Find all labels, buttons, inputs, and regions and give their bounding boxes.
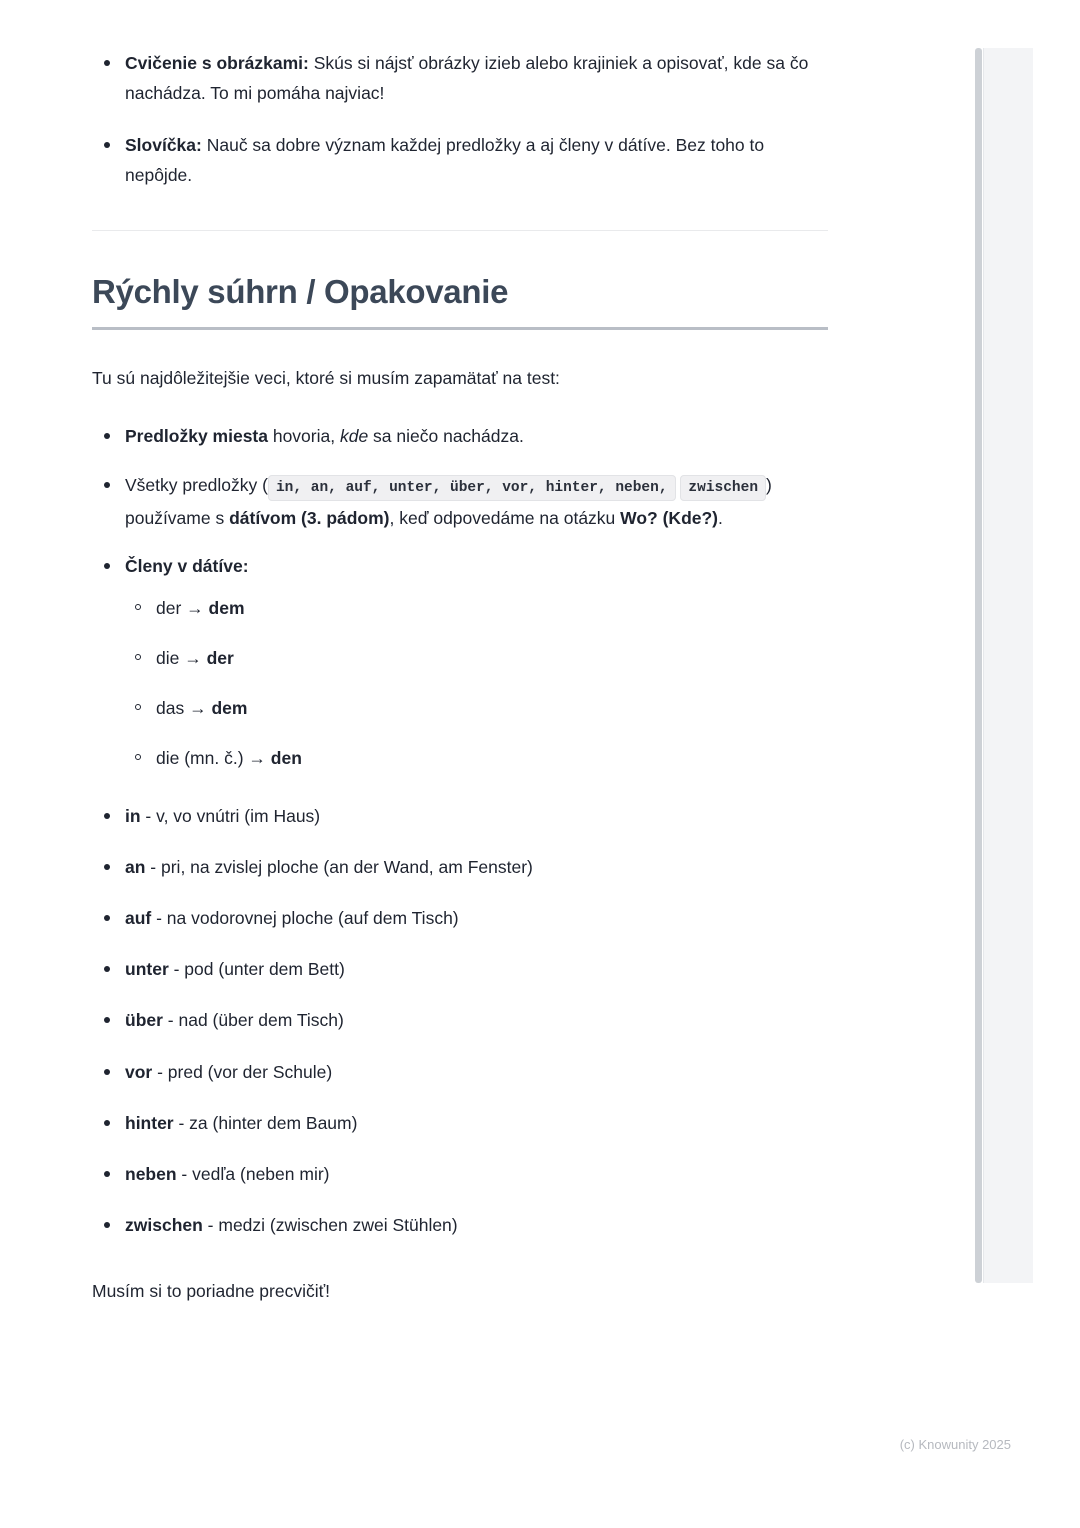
list-item: [92, 1005, 828, 1035]
list-item: [125, 593, 828, 623]
summary-text-tail: .: [718, 507, 723, 528]
summary-text: ) používame s: [125, 474, 772, 528]
preposition-gloss: - na vodorovnej ploche (auf dem Tisch): [151, 908, 459, 929]
summary-list: [92, 421, 828, 773]
article-dative: der: [206, 647, 234, 668]
list-item: [92, 1210, 828, 1240]
page-title: Rýchly súhrn / Opakovanie: [92, 273, 828, 330]
list-item: [92, 801, 828, 831]
list-item: [92, 954, 828, 984]
summary-text: , keď odpovedáme na otázku: [389, 507, 621, 528]
study-tips-list: [92, 48, 828, 190]
list-item: [92, 48, 828, 108]
dative-articles-list: [125, 593, 828, 773]
tip-text: Nauč sa dobre význam každej predložky a aj členy v dátíve. Bez toho to nepôjde.: [125, 135, 765, 186]
article-dative: den: [270, 747, 302, 768]
list-item: [92, 1108, 828, 1138]
list-item: [125, 643, 828, 673]
list-item: [92, 421, 828, 451]
article-nominative: das: [156, 697, 190, 718]
list-item: [92, 903, 828, 933]
code-span-prepositions: in, an, auf, unter, über, vor, hinter, neben,: [268, 475, 676, 501]
article-nominative: die (mn. č.): [156, 747, 249, 768]
preposition-word: an: [125, 857, 146, 878]
section-intro: Tu sú najdôležitejšie veci, ktoré si musím zapamätať na test:: [92, 368, 560, 389]
list-item: [92, 470, 828, 533]
tip-label: Cvičenie s obrázkami:: [125, 53, 309, 73]
right-side-panel: [975, 48, 1033, 1283]
summary-text: Všetky predložky (: [125, 474, 268, 495]
preposition-gloss: - medzi (zwischen zwei Stühlen): [202, 1214, 458, 1235]
code-span-zwischen: zwischen: [680, 475, 766, 501]
list-item: [92, 1057, 828, 1087]
preposition-gloss: - pod (unter dem Bett): [168, 959, 345, 980]
tip-text: Skús si nájsť obrázky izieb alebo krajiniek a opisovať, kde sa čo nachádza. To mi pomáha najviac!: [125, 53, 809, 104]
arrow-icon: →: [184, 647, 207, 668]
arrow-icon: →: [248, 747, 271, 768]
list-item: [92, 1159, 828, 1189]
article-dative: dem: [208, 597, 245, 618]
summary-emphasis: kde: [339, 426, 369, 447]
preposition-gloss: - za (hinter dem Baum): [173, 1112, 358, 1133]
preposition-word: über: [125, 1010, 163, 1031]
section-divider: [92, 230, 828, 231]
list-item: [125, 693, 828, 723]
preposition-gloss: - vedľa (neben mir): [176, 1163, 330, 1184]
list-item: [92, 130, 828, 190]
side-panel-surface: [983, 48, 1033, 1283]
vertical-scrollbar[interactable]: [975, 48, 982, 1283]
preposition-gloss: - nad (über dem Tisch): [162, 1010, 344, 1031]
arrow-icon: →: [186, 597, 209, 618]
preposition-glossary-list: [92, 801, 828, 1240]
list-item: [92, 852, 828, 882]
footer-copyright: (c) Knowunity 2025: [899, 1437, 1011, 1452]
tip-label: Slovíčka:: [125, 135, 202, 156]
preposition-gloss: - pred (vor der Schule): [152, 1061, 333, 1082]
preposition-word: unter: [125, 959, 169, 980]
document-content: [92, 0, 828, 1306]
summary-bold-dativ: dátívom (3. pádom): [229, 507, 390, 528]
summary-text-tail: sa niečo nachádza.: [368, 426, 524, 447]
summary-text: hovoria,: [267, 426, 340, 447]
preposition-gloss: - v, vo vnútri (im Haus): [140, 806, 321, 827]
preposition-gloss: - pri, na zvislej ploche (an der Wand, am Fenster): [145, 857, 533, 878]
list-item: [92, 551, 828, 773]
preposition-word: zwischen: [125, 1214, 203, 1235]
preposition-word: vor: [125, 1061, 153, 1082]
article-nominative: der: [156, 597, 187, 618]
summary-term: Členy v dátíve:: [125, 555, 249, 576]
arrow-icon: →: [189, 697, 212, 718]
article-dative: dem: [211, 697, 248, 718]
list-item: [125, 743, 828, 773]
closing-paragraph: Musím si to poriadne precvičiť!: [92, 1280, 331, 1301]
preposition-word: in: [125, 806, 141, 827]
summary-bold-wo: Wo? (Kde?): [620, 507, 719, 528]
article-nominative: die: [156, 647, 185, 668]
preposition-word: auf: [125, 908, 152, 929]
preposition-word: neben: [125, 1163, 177, 1184]
preposition-word: hinter: [125, 1112, 174, 1133]
summary-term: Predložky miesta: [125, 426, 268, 447]
